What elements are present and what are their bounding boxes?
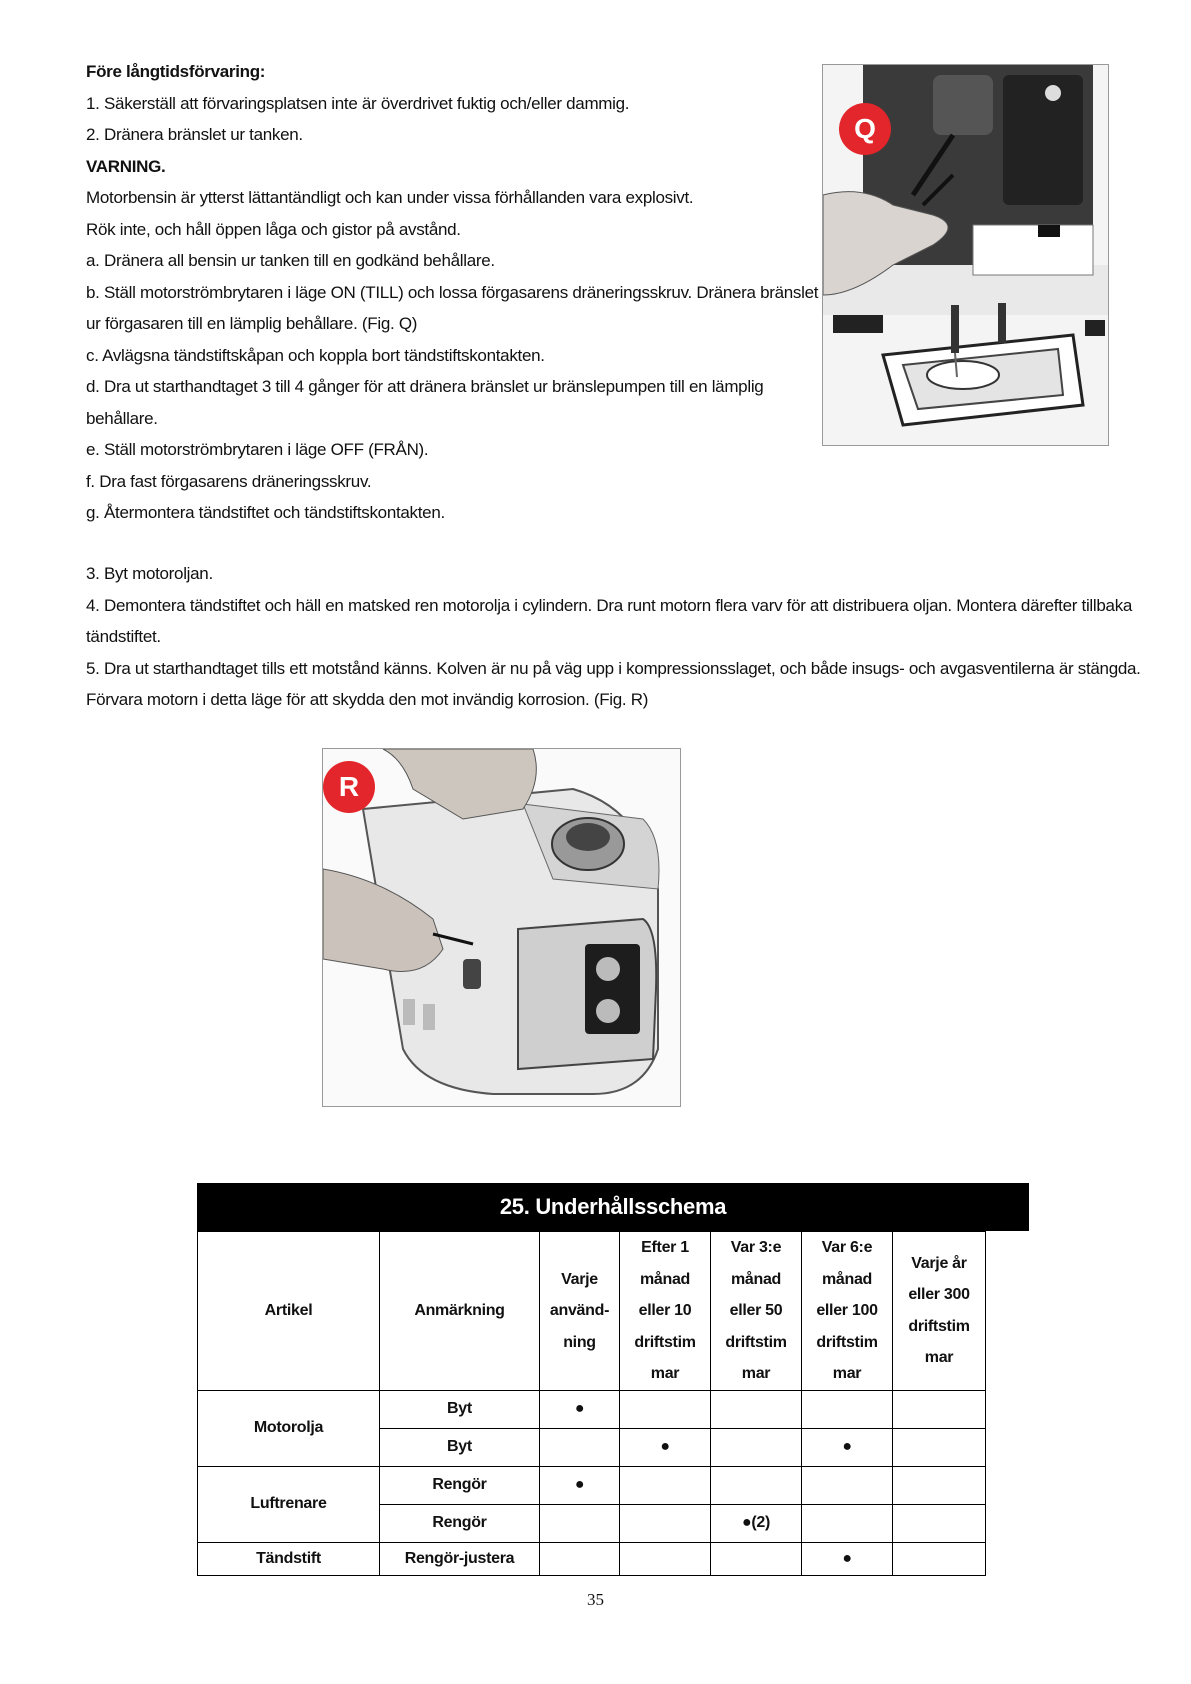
header-artikel: Artikel: [198, 1232, 380, 1391]
header-first-month-l3: eller 10: [638, 1302, 692, 1319]
storage-instructions: [86, 56, 819, 529]
step-1: 1. Säkerställ att förvaringsplatsen inte är överdrivet fuktig och/eller dammig.: [86, 93, 630, 113]
remark-byt: Byt: [380, 1390, 540, 1428]
empty-cell: [802, 1390, 893, 1428]
header-6-months: [802, 1232, 893, 1391]
empty-cell: [620, 1390, 711, 1428]
empty-cell: [893, 1466, 986, 1504]
header-3-months-l1: Var 3:e: [730, 1239, 782, 1256]
empty-cell: [711, 1390, 802, 1428]
mark-6-months: ●: [802, 1542, 893, 1575]
step-3: 3. Byt motoroljan.: [86, 564, 213, 583]
sub-step-b-cont: ur förgasaren till en lämplig behållare. (Fig. Q): [86, 314, 418, 333]
header-every-use: [540, 1232, 620, 1391]
header-yearly-l1: Varje år: [911, 1254, 967, 1272]
sub-step-d: d. Dra ut starthandtaget 3 till 4 gånger för att dränera bränslet ur bränslepumpen till en lämplig: [86, 377, 764, 396]
figure-q: [822, 64, 1109, 446]
step-4: 4. Demontera tändstiftet och häll en matsked ren motorolja i cylindern. Dra runt motorn flera varv för att distribuera oljan. Montera därefter tillbaka: [86, 595, 1133, 615]
empty-cell: [620, 1542, 711, 1575]
mark-6-months: ●: [802, 1428, 893, 1466]
header-first-month: [620, 1232, 711, 1391]
empty-cell: [711, 1466, 802, 1504]
sub-step-e: e. Ställ motorströmbrytaren i läge OFF (FRÅN).: [86, 440, 429, 459]
header-first-month-l5: mar: [650, 1365, 680, 1382]
empty-cell: [711, 1542, 802, 1575]
header-3-months-l2: månad: [730, 1270, 782, 1288]
header-3-months-l3: eller 50: [729, 1302, 783, 1319]
schedule-title: 25. Underhållsschema: [197, 1183, 1029, 1231]
schedule-table: [197, 1231, 986, 1576]
maintenance-schedule: [197, 1183, 1029, 1576]
item-tandstift: Tändstift: [198, 1542, 380, 1575]
header-first-month-l4: driftstim: [634, 1333, 696, 1351]
empty-cell: [540, 1542, 620, 1575]
table-row: [198, 1466, 986, 1504]
empty-cell: [802, 1504, 893, 1542]
step-2: 2. Dränera bränslet ur tanken.: [86, 125, 303, 144]
sub-step-c: c. Avlägsna tändstiftskåpan och koppla bort tändstiftskontakten.: [86, 345, 545, 365]
empty-cell: [620, 1504, 711, 1542]
step-4-cont: tändstiftet.: [86, 627, 161, 646]
sub-step-f: f. Dra fast förgasarens dräneringsskruv.: [86, 471, 372, 491]
table-row: [198, 1390, 986, 1428]
table-row: [198, 1542, 986, 1575]
schedule-header-row: [198, 1232, 986, 1391]
header-first-month-l1: Efter 1: [641, 1239, 689, 1256]
figure-q-badge: Q: [839, 103, 891, 155]
empty-cell: [893, 1542, 986, 1575]
header-first-month-l2: månad: [639, 1270, 691, 1288]
header-yearly: [893, 1232, 986, 1391]
sub-step-a: a. Dränera all bensin ur tanken till en godkänd behållare.: [86, 251, 495, 270]
header-yearly-l3: driftstim: [908, 1317, 970, 1335]
empty-cell: [540, 1504, 620, 1542]
further-steps: [86, 558, 1141, 716]
header-6-months-l1: Var 6:e: [821, 1239, 873, 1256]
header-every-use-l3: ning: [563, 1333, 596, 1351]
empty-cell: [893, 1504, 986, 1542]
header-6-months-l5: mar: [832, 1365, 862, 1382]
header-6-months-l3: eller 100: [816, 1302, 878, 1319]
remark-rengor: Rengör: [380, 1504, 540, 1542]
page-number: 35: [587, 1590, 604, 1609]
header-every-use-l1: Varje: [561, 1270, 598, 1288]
warning-line-2: Rök inte, och håll öppen låga och gistor på avstånd.: [86, 219, 461, 239]
item-motorolja: Motorolja: [198, 1390, 380, 1466]
header-3-months: [711, 1232, 802, 1391]
mark-every-use: ●: [540, 1466, 620, 1504]
figure-r-illustration: [323, 749, 680, 1106]
mark-first-month: ●: [620, 1428, 711, 1466]
empty-cell: [893, 1390, 986, 1428]
warning-line-1: Motorbensin är ytterst lättantändligt och kan under vissa förhållanden vara explosivt.: [86, 188, 694, 207]
mark-3-months: ●(2): [711, 1504, 802, 1542]
header-6-months-l2: månad: [821, 1270, 873, 1288]
header-3-months-l5: mar: [741, 1365, 771, 1382]
empty-cell: [711, 1428, 802, 1466]
header-6-months-l4: driftstim: [816, 1333, 878, 1351]
header-3-months-l4: driftstim: [725, 1333, 787, 1351]
figure-r: [322, 748, 681, 1107]
empty-cell: [802, 1466, 893, 1504]
empty-cell: [620, 1466, 711, 1504]
header-yearly-l4: mar: [924, 1349, 954, 1367]
header-yearly-l2: eller 300: [908, 1286, 970, 1304]
figure-r-badge: R: [323, 761, 375, 813]
remark-rengor: Rengör: [380, 1466, 540, 1504]
sub-step-b: b. Ställ motorströmbrytaren i läge ON (TILL) och lossa förgasarens dräneringsskruv. Dränera bränslet: [86, 282, 819, 302]
warning-title: VARNING.: [86, 156, 166, 176]
header-every-use-l2: använd-: [549, 1302, 610, 1319]
remark-rengor-justera: Rengör-justera: [380, 1542, 540, 1575]
header-anmarkning: Anmärkning: [380, 1232, 540, 1391]
item-luftrenare: Luftrenare: [198, 1466, 380, 1542]
step-5-cont: Förvara motorn i detta läge för att skydda den mot invändig korrosion. (Fig. R): [86, 690, 649, 709]
step-5: 5. Dra ut starthandtaget tills ett motstånd känns. Kolven är nu på väg upp i kompressionsslaget, och både insugs- och avgasventilerna är stängda.: [86, 658, 1141, 678]
empty-cell: [540, 1428, 620, 1466]
sub-step-d-cont: behållare.: [86, 408, 158, 428]
empty-cell: [893, 1428, 986, 1466]
mark-every-use: ●: [540, 1390, 620, 1428]
sub-step-g: g. Återmontera tändstiftet och tändstiftskontakten.: [86, 503, 445, 522]
storage-heading: Före långtidsförvaring:: [86, 62, 266, 81]
remark-byt: Byt: [380, 1428, 540, 1466]
